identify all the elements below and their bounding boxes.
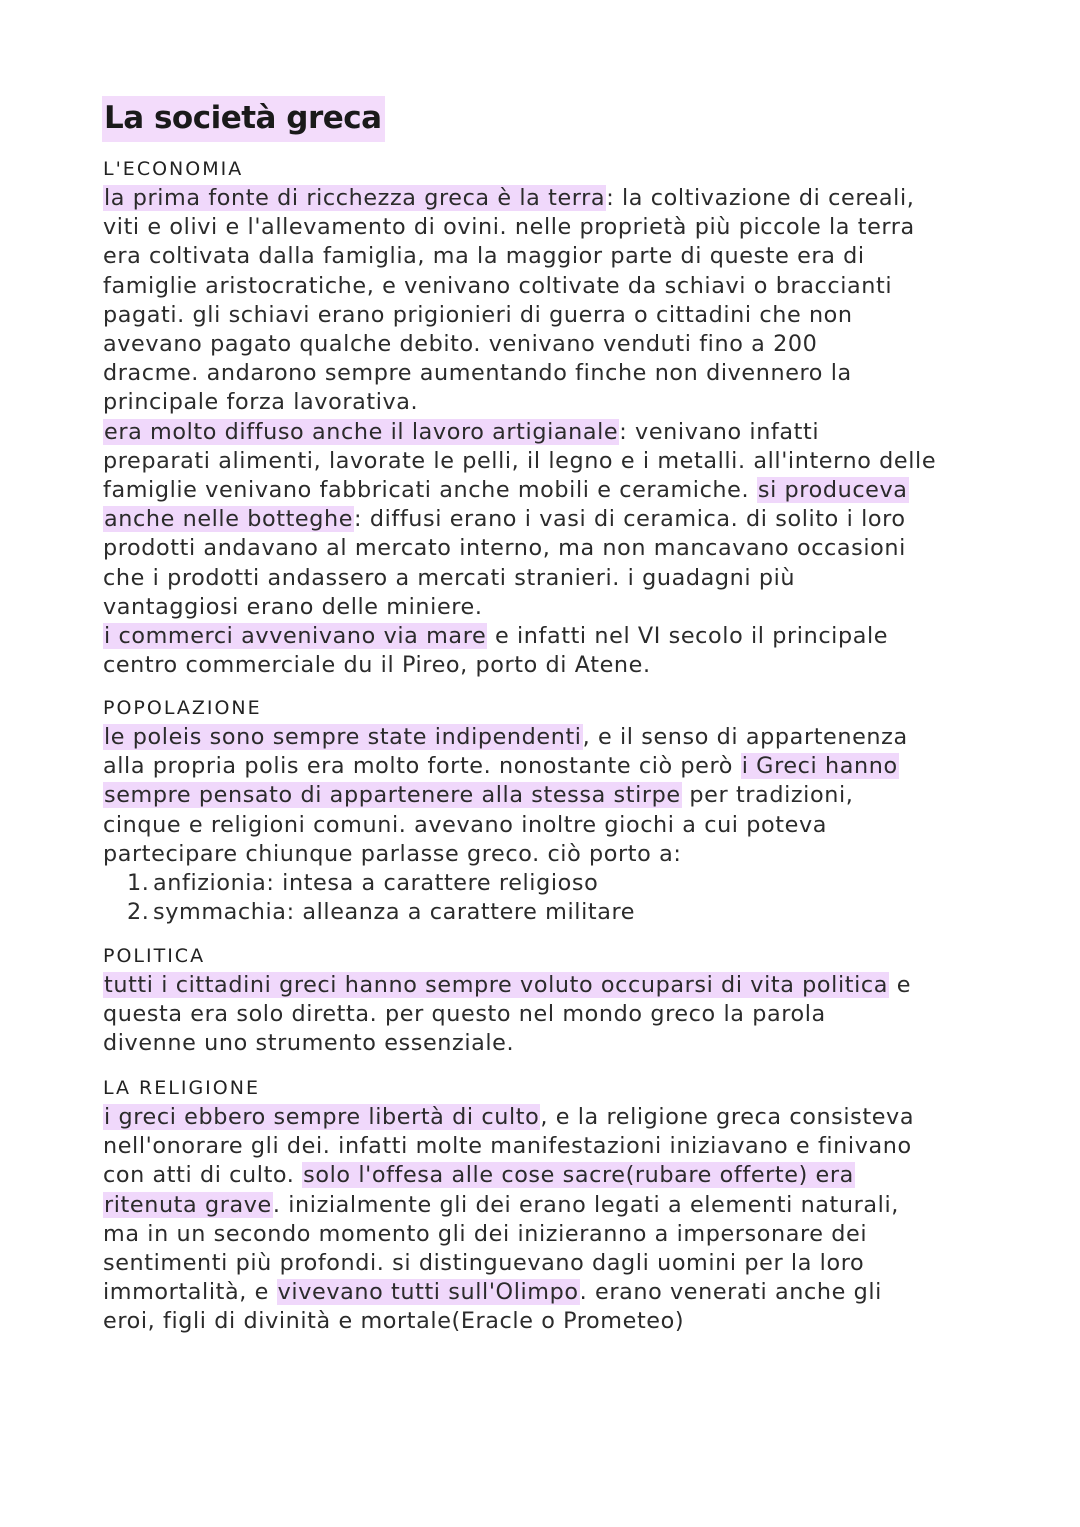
text-segment: eroi, figli di divinità e mortale(Eracle o Prometeo) [103,1308,685,1335]
text-segment: e infatti nel VI secolo il principale [487,623,889,650]
text-line [103,242,983,271]
section-popolazione [103,695,983,927]
text-segment: famiglie aristocratiche, e venivano coltivate da schiavi o braccianti [103,272,893,299]
highlighted-text: anche nelle botteghe [104,506,354,533]
highlighted-text: i commerci avvenivano via mare [104,623,487,650]
highlighted-text: vivevano tutti sull'Olimpo [277,1279,579,1306]
list-item-number: 1. [127,870,150,897]
text-segment: questa era solo diretta. per questo nel mondo greco la parola [103,1001,826,1028]
text-line [103,534,983,563]
section-body [103,723,983,869]
text-line [103,1132,983,1161]
list-item [103,869,983,898]
list-item [103,898,983,927]
text-segment: vantaggiosi erano delle miniere. [103,593,483,620]
section-body [103,184,983,680]
section-heading: POLITICA [103,945,206,967]
text-segment: per tradizioni, [681,782,854,809]
section-body [103,971,983,1059]
section-heading: POPOLAZIONE [103,697,262,719]
text-line [103,622,983,651]
text-line [103,752,983,781]
text-line [103,1000,983,1029]
text-segment: . inizialmente gli dei erano legati a elementi naturali, [272,1191,899,1218]
text-line [103,781,983,810]
page-title: La società greca [102,96,385,142]
text-line [103,505,983,534]
text-segment: partecipare chiunque parlasse greco. ciò porto a: [103,840,682,867]
text-segment: principale forza lavorativa. [103,389,419,416]
text-segment: con atti di culto. [103,1162,303,1189]
text-line [103,213,983,242]
section-politica [103,943,983,1059]
text-line [103,1103,983,1132]
text-segment: viti e olivi e l'allevamento di ovini. nelle proprietà più piccole la terra [103,214,915,241]
text-line [103,1220,983,1249]
highlighted-text: si produceva [757,477,908,504]
text-segment: , e la religione greca consisteva [540,1104,915,1130]
text-line [103,651,983,680]
highlighted-text: la prima fonte di ricchezza greca è la terra [104,185,606,211]
text-segment: , e il senso di appartenenza [582,724,908,750]
text-line [103,840,983,869]
text-segment: divenne uno strumento essenziale. [103,1030,515,1057]
text-segment: immortalità, e [103,1279,277,1306]
text-segment: che i prodotti andassero a mercati stranieri. i guadagni più [103,564,796,591]
text-segment: centro commerciale du il Pireo, porto di Atene. [103,652,651,679]
text-line [103,330,983,359]
text-line [103,564,983,593]
highlighted-text: le poleis sono sempre state indipendenti [104,724,582,750]
text-segment: : la coltivazione di cereali, [606,185,915,211]
highlighted-text: i greci ebbero sempre libertà di culto [104,1104,540,1130]
text-line [103,359,983,388]
text-segment: cinque e religioni comuni. avevano inoltre giochi a cui poteva [103,811,828,838]
highlighted-text: era molto diffuso anche il lavoro artigianale [104,418,619,445]
text-segment: sentimenti più profondi. si distinguevano dagli uomini per la loro [103,1250,865,1277]
text-line [103,1029,983,1058]
numbered-list [103,869,983,927]
section-body [103,1103,983,1337]
text-line [103,1307,983,1336]
text-segment: avevano pagato qualche debito. venivano venduti fino a 200 [103,331,818,358]
text-segment: dracme. andarono sempre aumentando finche non divennero la [103,360,852,387]
text-segment: alla propria polis era molto forte. nonostante ciò però [103,753,741,780]
section-economia [103,156,983,680]
text-segment: e [889,972,912,998]
text-segment: . erano venerati anche gli [579,1279,882,1306]
text-segment: pagati. gli schiavi erano prigionieri di guerra o cittadini che non [103,301,853,328]
text-line [103,476,983,505]
text-segment: era coltivata dalla famiglia, ma la maggior parte di queste era di [103,243,865,270]
text-line [103,184,983,213]
text-line [103,301,983,330]
text-line [103,593,983,622]
text-segment: famiglie venivano fabbricati anche mobili e ceramiche. [103,477,757,504]
text-line [103,723,983,752]
text-line [103,1191,983,1220]
highlighted-text: tutti i cittadini greci hanno sempre voluto occuparsi di vita politica [104,972,889,998]
text-line [103,272,983,301]
list-item-text: anfizionia: intesa a carattere religioso [153,870,599,897]
highlighted-text: solo l'offesa alle cose sacre(rubare offerte) era [303,1162,854,1189]
text-line [103,1161,983,1190]
text-line [103,447,983,476]
highlighted-text: ritenuta grave [104,1191,272,1218]
text-segment: preparati alimenti, lavorate le pelli, il legno e i metalli. all'interno delle [103,447,937,474]
section-heading: LA RELIGIONE [103,1077,260,1099]
text-line [103,971,983,1000]
list-item-number: 2. [127,899,150,926]
text-segment: ma in un secondo momento gli dei inizieranno a impersonare dei [103,1220,868,1247]
list-item-text: symmachia: alleanza a carattere militare [153,899,636,926]
text-segment: nell'onorare gli dei. infatti molte manifestazioni iniziavano e finivano [103,1133,912,1160]
section-religione [103,1075,983,1337]
text-line [103,1249,983,1278]
text-segment: : venivano infatti [619,418,820,445]
text-line [103,418,983,447]
text-line [103,388,983,417]
highlighted-text: sempre pensato di appartenere alla stessa stirpe [104,782,681,809]
text-segment: prodotti andavano al mercato interno, ma non mancavano occasioni [103,535,906,562]
text-segment: : diffusi erano i vasi di ceramica. di solito i loro [354,506,906,533]
text-line [103,1278,983,1307]
text-line [103,811,983,840]
highlighted-text: i Greci hanno [741,753,898,780]
section-heading: L'ECONOMIA [103,158,244,180]
